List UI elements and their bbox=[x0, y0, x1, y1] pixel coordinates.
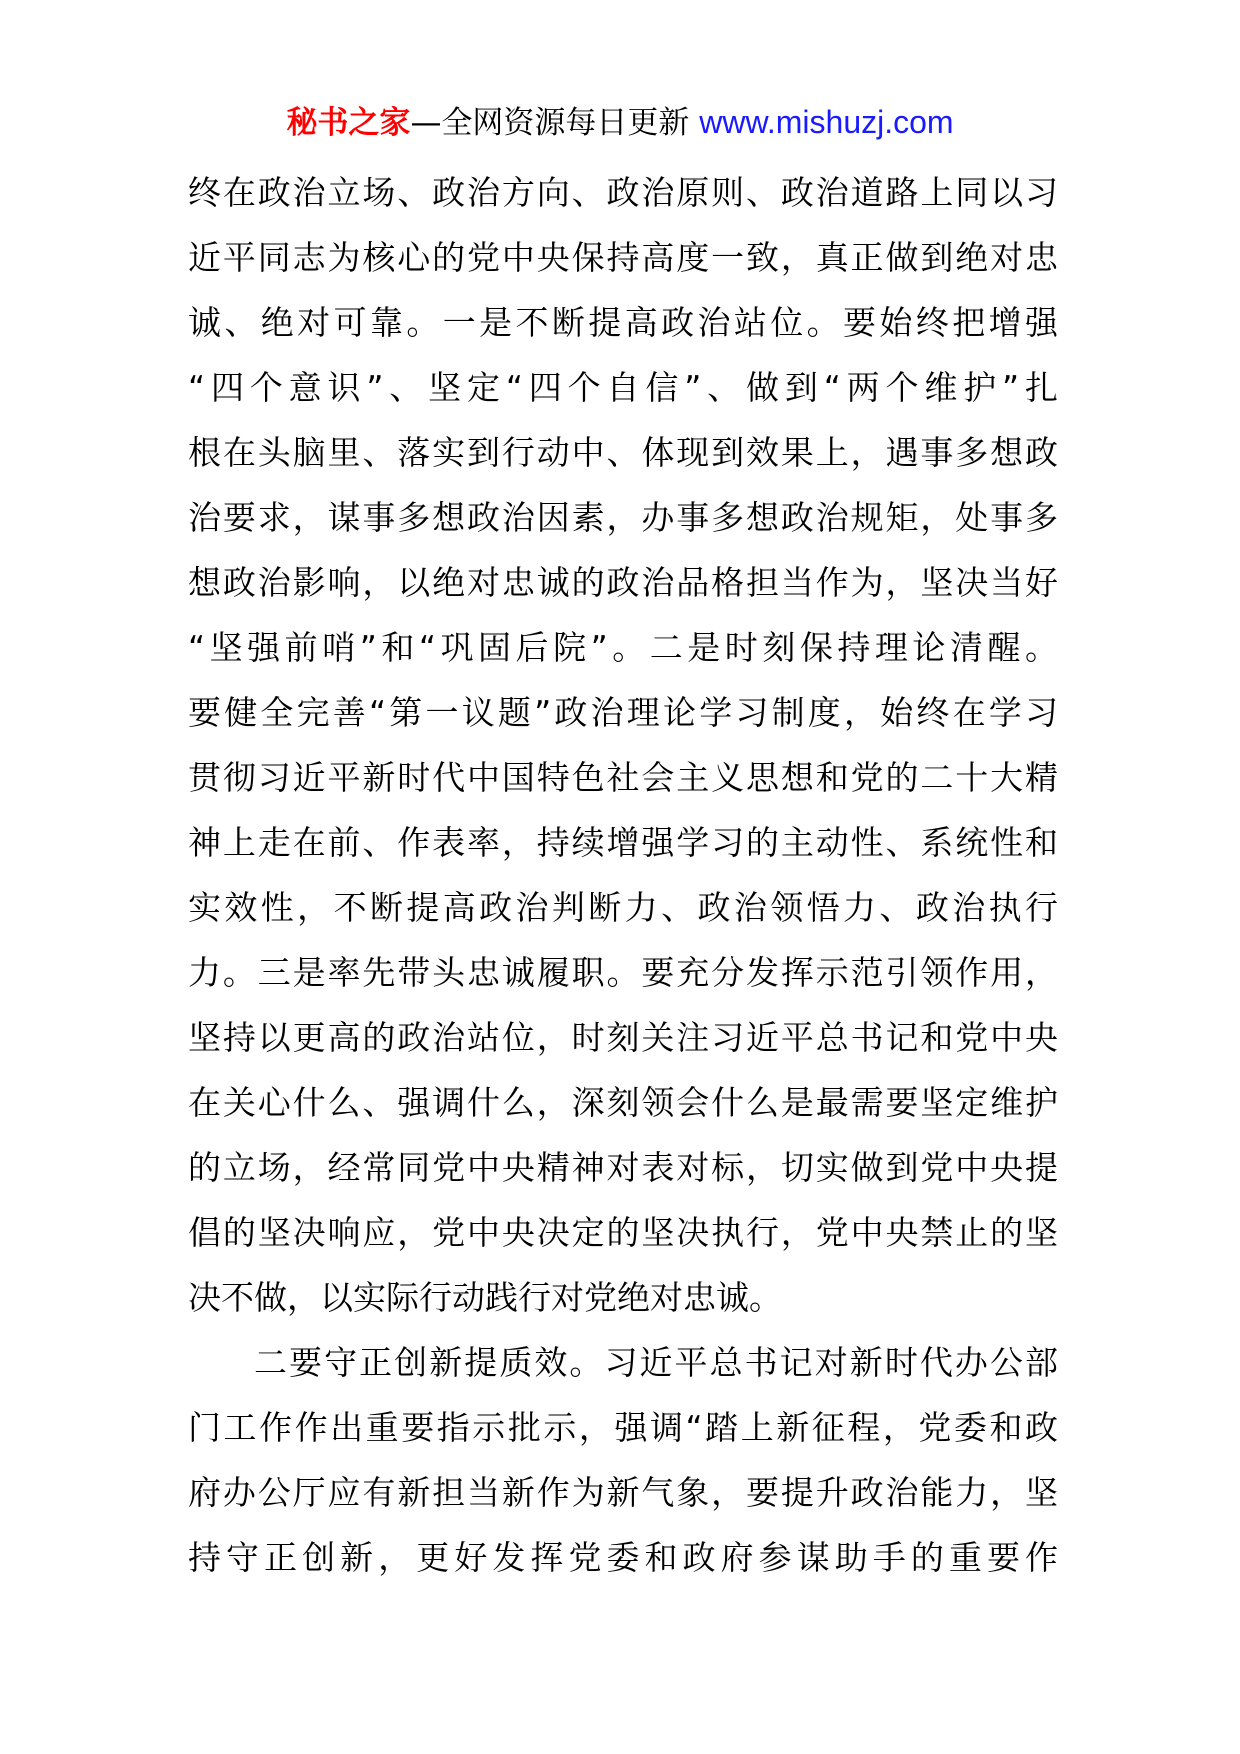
text-line: “四个意识”、坚定“四个自信”、做到“两个维护”扎 bbox=[188, 368, 1058, 407]
text-line: 在关心什么、强调什么，深刻领会什么是最需要坚定维护 bbox=[188, 1083, 1058, 1122]
header-tagline: —全网资源每日更新 bbox=[410, 105, 700, 141]
text-line: 想政治影响，以绝对忠诚的政治品格担当作为，坚决当好 bbox=[188, 563, 1058, 602]
text-line: 终在政治立场、政治方向、政治原则、政治道路上同以习 bbox=[188, 173, 1058, 212]
text-line: 贯彻习近平新时代中国特色社会主义思想和党的二十大精 bbox=[188, 758, 1058, 797]
page-header bbox=[0, 102, 1240, 143]
text-line-paragraph-end: 决不做，以实际行动践行对党绝对忠诚。 bbox=[188, 1278, 782, 1317]
text-line: 的立场，经常同党中央精神对表对标，切实做到党中央提 bbox=[188, 1148, 1058, 1187]
text-line: 近平同志为核心的党中央保持高度一致，真正做到绝对忠 bbox=[188, 238, 1058, 277]
text-line: 持守正创新，更好发挥党委和政府参谋助手的重要作 bbox=[188, 1538, 1058, 1577]
text-line: 要健全完善“第一议题”政治理论学习制度，始终在学习 bbox=[188, 693, 1058, 732]
text-line: 实效性，不断提高政治判断力、政治领悟力、政治执行 bbox=[188, 888, 1058, 927]
body-text bbox=[188, 160, 1058, 1590]
text-line: 根在头脑里、落实到行动中、体现到效果上，遇事多想政 bbox=[188, 433, 1058, 472]
text-line: 倡的坚决响应，党中央决定的坚决执行，党中央禁止的坚 bbox=[188, 1213, 1058, 1252]
text-line: 力。三是率先带头忠诚履职。要充分发挥示范引领作用， bbox=[188, 953, 1058, 992]
header-brand: 秘书之家 bbox=[286, 105, 411, 141]
text-line: 府办公厅应有新担当新作为新气象，要提升政治能力，坚 bbox=[188, 1473, 1058, 1512]
text-line: 神上走在前、作表率，持续增强学习的主动性、系统性和 bbox=[188, 823, 1058, 862]
text-line-paragraph-start: 二要守正创新提质效。习近平总书记对新时代办公部 bbox=[254, 1343, 1058, 1382]
text-line: “坚强前哨”和“巩固后院”。二是时刻保持理论清醒。 bbox=[188, 628, 1058, 667]
text-line: 坚持以更高的政治站位，时刻关注习近平总书记和党中央 bbox=[188, 1018, 1058, 1057]
text-line: 诚、绝对可靠。一是不断提高政治站位。要始终把增强 bbox=[188, 303, 1058, 342]
text-line: 门工作作出重要指示批示，强调“踏上新征程，党委和政 bbox=[188, 1408, 1058, 1447]
text-line: 治要求，谋事多想政治因素，办事多想政治规矩，处事多 bbox=[188, 498, 1058, 537]
header-url-link[interactable]: www.mishuzj.com bbox=[699, 104, 954, 140]
